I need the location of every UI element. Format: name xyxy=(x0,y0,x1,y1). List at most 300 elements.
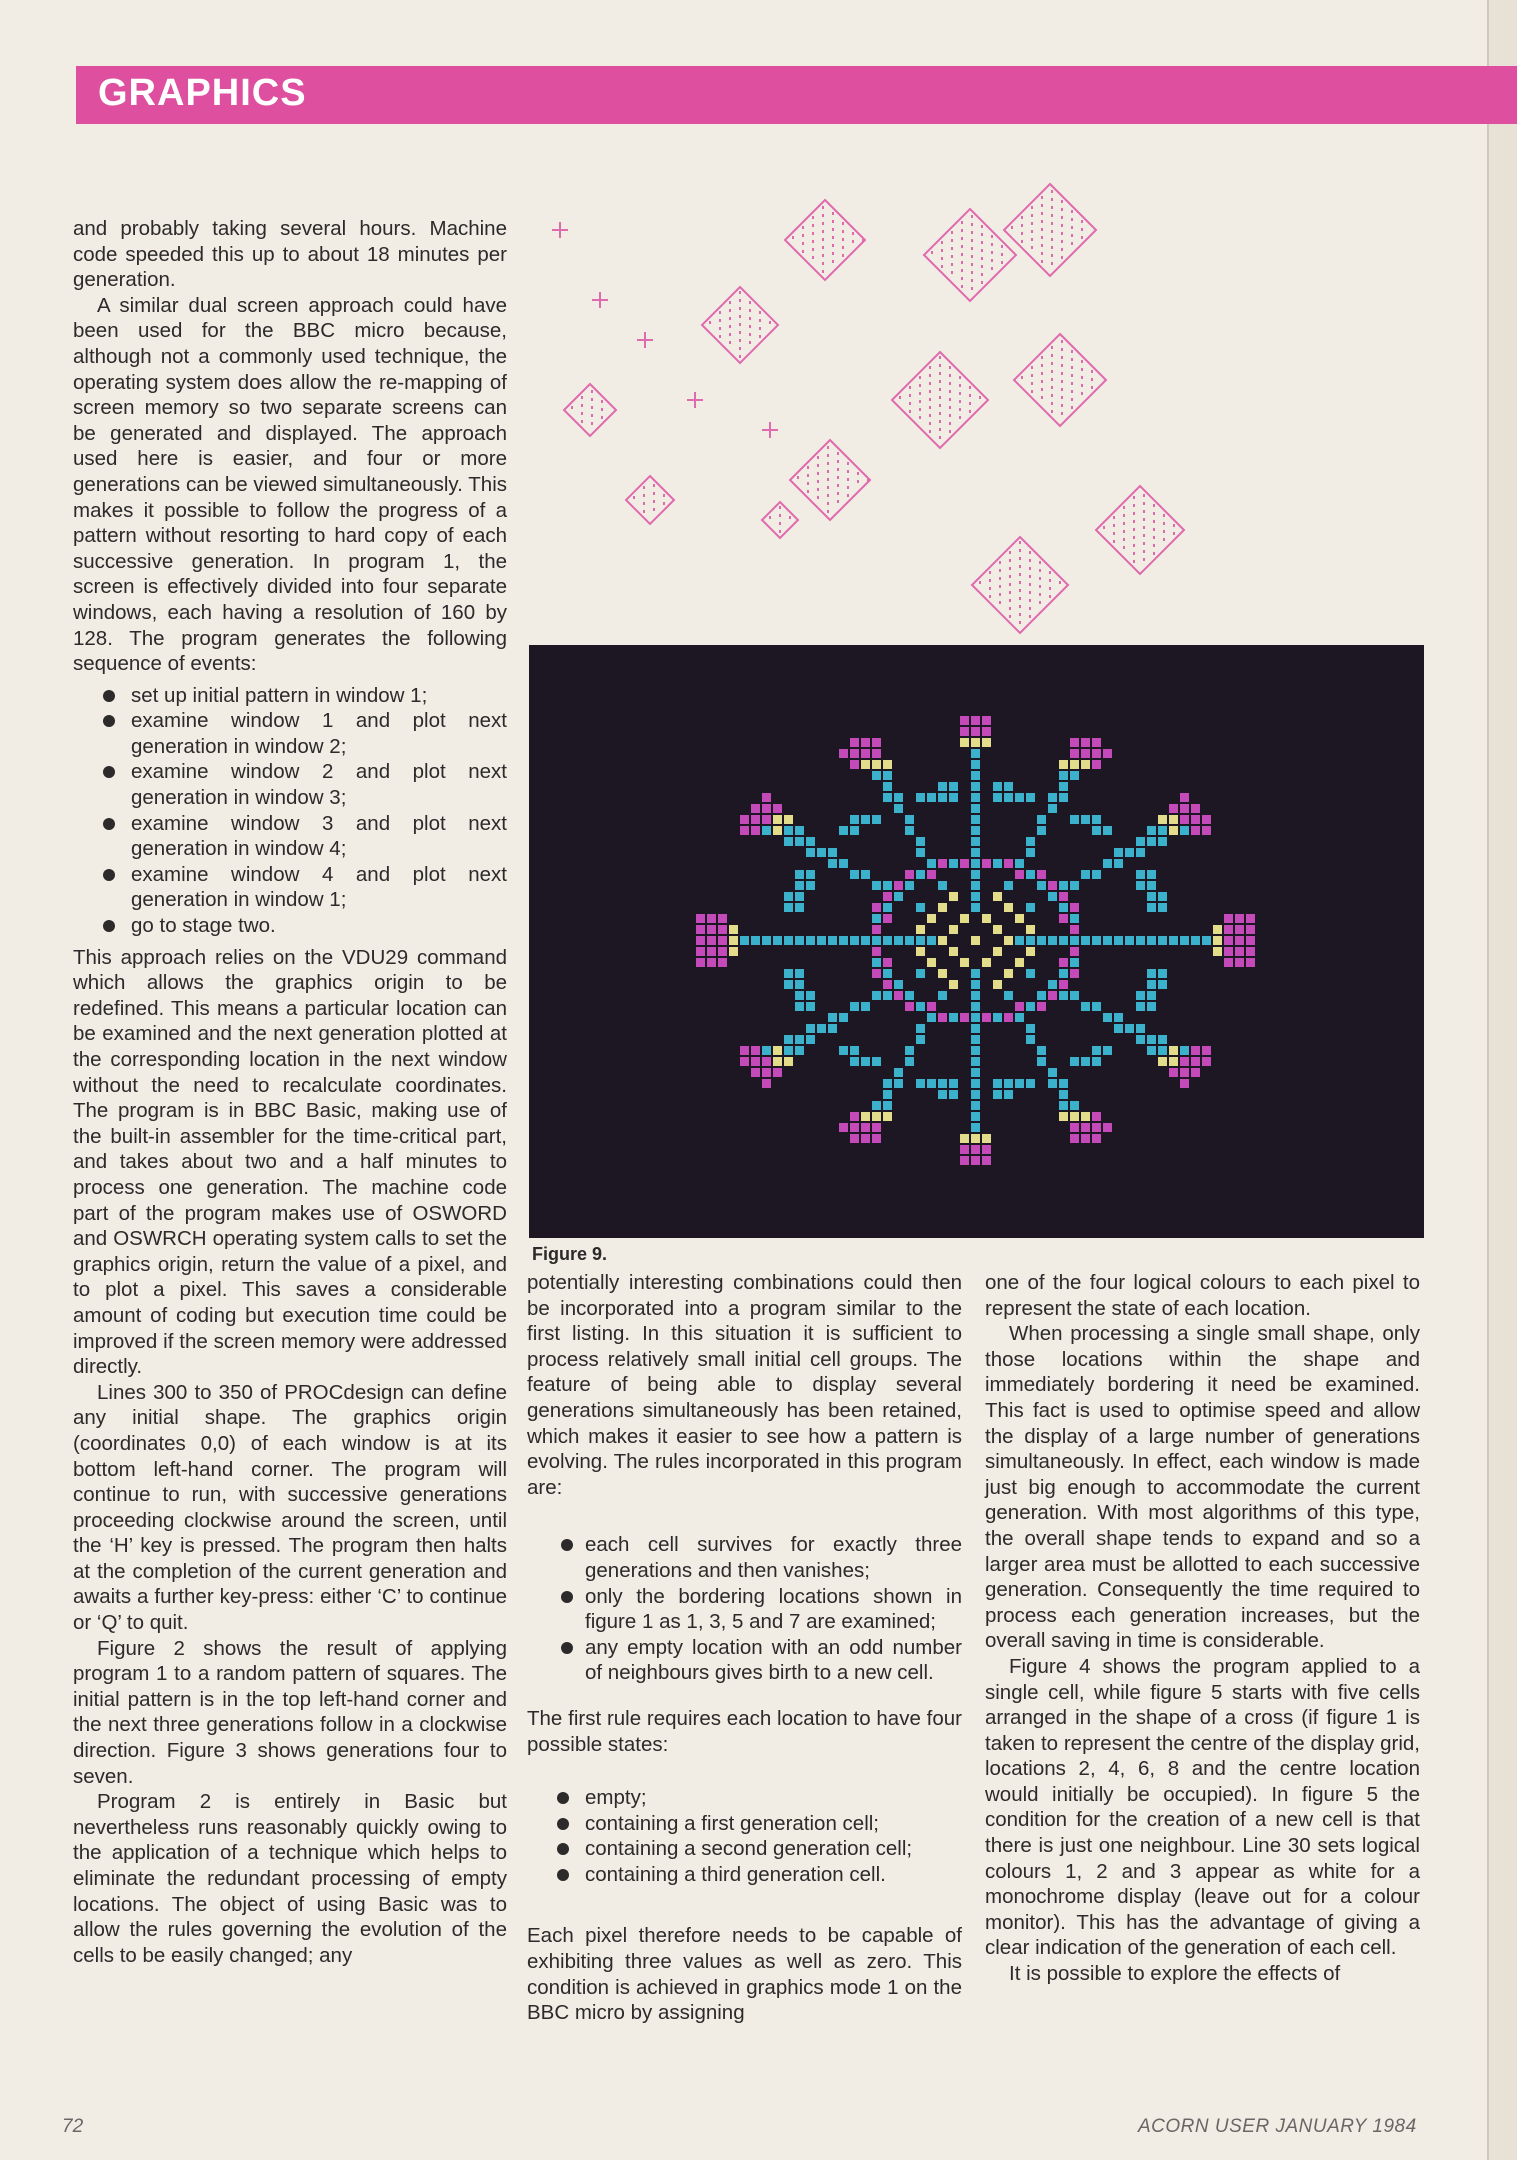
pattern-cell xyxy=(1125,936,1134,945)
pattern-cell xyxy=(1059,771,1068,780)
list-item xyxy=(73,811,507,862)
pattern-cell xyxy=(916,925,925,934)
pattern-cell xyxy=(1158,936,1167,945)
pattern-cell xyxy=(861,936,870,945)
pattern-cell xyxy=(828,859,837,868)
pattern-cell xyxy=(1070,903,1079,912)
pattern-cell xyxy=(949,1079,958,1088)
pattern-cell xyxy=(740,1046,749,1055)
pattern-cell xyxy=(1191,815,1200,824)
pattern-cell xyxy=(850,936,859,945)
pattern-cell xyxy=(1158,892,1167,901)
pattern-cell xyxy=(806,1024,815,1033)
pattern-cell xyxy=(795,903,804,912)
pattern-cell xyxy=(1081,870,1090,879)
pattern-cell xyxy=(971,1002,980,1011)
pattern-cell xyxy=(751,936,760,945)
pattern-cell xyxy=(762,1068,771,1077)
pattern-cell xyxy=(1147,980,1156,989)
pattern-cell xyxy=(905,826,914,835)
page-number: 72 xyxy=(62,2116,84,2137)
pattern-cell xyxy=(861,738,870,747)
pattern-cell xyxy=(927,1013,936,1022)
pattern-cell xyxy=(905,1057,914,1066)
pattern-cell xyxy=(1224,914,1233,923)
pattern-cell xyxy=(1202,826,1211,835)
pattern-cell xyxy=(971,903,980,912)
pattern-cell xyxy=(1147,870,1156,879)
pattern-cell xyxy=(993,925,1002,934)
pattern-cell xyxy=(740,1057,749,1066)
pattern-cell xyxy=(1202,815,1211,824)
pattern-cell xyxy=(751,1046,760,1055)
pattern-cell xyxy=(971,749,980,758)
pattern-cell xyxy=(1147,991,1156,1000)
pattern-cell xyxy=(971,1101,980,1110)
pattern-cell xyxy=(1235,914,1244,923)
bullet-icon xyxy=(557,1792,569,1804)
pattern-cell xyxy=(1180,936,1189,945)
pattern-cell xyxy=(696,925,705,934)
pattern-cell xyxy=(1026,1024,1035,1033)
pattern-cell xyxy=(872,1057,881,1066)
pattern-cell xyxy=(1081,1112,1090,1121)
pattern-cell xyxy=(971,804,980,813)
pattern-cell xyxy=(707,947,716,956)
pattern-cell xyxy=(1180,815,1189,824)
pattern-cell xyxy=(971,848,980,857)
pattern-cell xyxy=(916,903,925,912)
pattern-cell xyxy=(839,1013,848,1022)
pattern-cell xyxy=(894,936,903,945)
pattern-cell xyxy=(971,771,980,780)
pattern-cell xyxy=(883,771,892,780)
pattern-cell xyxy=(806,1002,815,1011)
pattern-cell xyxy=(872,738,881,747)
list-item-text: examine window 4 and plot next generation in window 1; xyxy=(131,862,507,912)
pattern-cell xyxy=(718,914,727,923)
pattern-cell xyxy=(861,1134,870,1143)
figure-9-image xyxy=(529,645,1424,1238)
pattern-cell xyxy=(1015,793,1024,802)
pattern-cell xyxy=(1092,936,1101,945)
pattern-cell xyxy=(1037,826,1046,835)
pattern-cell xyxy=(971,1112,980,1121)
pattern-cell xyxy=(850,749,859,758)
pattern-cell xyxy=(971,727,980,736)
pattern-cell xyxy=(883,1079,892,1088)
pattern-cell xyxy=(729,925,738,934)
pattern-cells xyxy=(762,422,778,438)
pattern-cell xyxy=(1026,925,1035,934)
pattern-cell xyxy=(1037,881,1046,890)
pattern-cell xyxy=(1004,793,1013,802)
pattern-cell xyxy=(773,815,782,824)
pattern-cell xyxy=(806,881,815,890)
pattern-cell xyxy=(1103,749,1112,758)
pattern-cell xyxy=(971,1123,980,1132)
pattern-cell xyxy=(850,1123,859,1132)
pattern-cell xyxy=(1059,1101,1068,1110)
col3-paragraph: It is possible to explore the effects of xyxy=(1009,1962,1341,1986)
pattern-cell xyxy=(1026,870,1035,879)
pattern-cell xyxy=(1081,1057,1090,1066)
pattern-cell xyxy=(740,936,749,945)
pattern-cell xyxy=(784,1035,793,1044)
pattern-cell xyxy=(1059,914,1068,923)
pattern-cell xyxy=(883,881,892,890)
pattern-cell xyxy=(1048,892,1057,901)
pattern-cell xyxy=(850,738,859,747)
col1-paragraph: Figure 2 shows the result of applying program 1 to a random pattern of squares. The initial pattern is in the top left-hand corner and the next three generations follow in a clockwise direction. Figure 3 shows generations four to seven. xyxy=(73,1636,507,1788)
pattern-cell xyxy=(1092,1057,1101,1066)
pattern-cell xyxy=(982,1145,991,1154)
pattern-cell xyxy=(883,1090,892,1099)
pattern-cell xyxy=(971,1156,980,1165)
pattern-cell xyxy=(905,881,914,890)
pattern-cell xyxy=(894,1079,903,1088)
bullet-icon xyxy=(561,1591,573,1603)
states-list xyxy=(527,1785,962,1887)
pattern-cell xyxy=(949,980,958,989)
pattern-cell xyxy=(1059,1090,1068,1099)
pattern-cell xyxy=(927,958,936,967)
pattern-cell xyxy=(1092,749,1101,758)
pattern-cell xyxy=(1004,936,1013,945)
list-item xyxy=(73,683,507,709)
pattern-cell xyxy=(1136,1035,1145,1044)
pattern-cell xyxy=(971,859,980,868)
pattern-cell xyxy=(1246,925,1255,934)
pattern-cell xyxy=(1147,837,1156,846)
pattern-cell xyxy=(927,793,936,802)
pattern-cell xyxy=(1070,914,1079,923)
pattern-cell xyxy=(993,1079,1002,1088)
pattern-cell xyxy=(1026,936,1035,945)
pattern-cell xyxy=(927,859,936,868)
pattern-cell xyxy=(1180,826,1189,835)
pattern-cell xyxy=(762,815,771,824)
pattern-cell xyxy=(894,892,903,901)
pattern-cell xyxy=(1070,771,1079,780)
pattern-cell xyxy=(1136,1002,1145,1011)
pattern-cell xyxy=(1070,881,1079,890)
pattern-cell xyxy=(1037,1002,1046,1011)
pattern-cell xyxy=(1070,1134,1079,1143)
pattern-cluster xyxy=(1096,486,1184,574)
pattern-cell xyxy=(762,936,771,945)
pattern-cell xyxy=(839,859,848,868)
pattern-cell xyxy=(1059,892,1068,901)
pattern-cell xyxy=(729,936,738,945)
pattern-cell xyxy=(1015,914,1024,923)
pattern-cell xyxy=(927,870,936,879)
pattern-cell xyxy=(751,815,760,824)
pattern-cell xyxy=(1114,936,1123,945)
pattern-cell xyxy=(784,826,793,835)
pattern-cell xyxy=(1169,815,1178,824)
pattern-cell xyxy=(982,716,991,725)
pattern-cell xyxy=(762,804,771,813)
pattern-cell xyxy=(1158,969,1167,978)
pattern-cell xyxy=(1070,1101,1079,1110)
list-item-text: any empty location with an odd number of neighbours gives birth to a new cell. xyxy=(585,1635,962,1685)
pattern-cell xyxy=(971,881,980,890)
pattern-cell xyxy=(938,782,947,791)
pattern-cell xyxy=(773,1046,782,1055)
pattern-cell xyxy=(1180,804,1189,813)
bullet-icon xyxy=(103,690,115,702)
pattern-cell xyxy=(1081,1002,1090,1011)
pattern-cell xyxy=(707,914,716,923)
pattern-cell xyxy=(1015,859,1024,868)
pattern-cell xyxy=(1026,1002,1035,1011)
pattern-cell xyxy=(960,727,969,736)
pattern-cell xyxy=(971,1024,980,1033)
pattern-cell xyxy=(883,892,892,901)
pattern-cell xyxy=(872,881,881,890)
pattern-cell xyxy=(806,837,815,846)
pattern-cell xyxy=(1235,947,1244,956)
pattern-cell xyxy=(1081,738,1090,747)
bullet-icon xyxy=(103,920,115,932)
pattern-cell xyxy=(1147,892,1156,901)
pattern-cell xyxy=(1147,881,1156,890)
pattern-cell xyxy=(806,870,815,879)
pattern-cell xyxy=(1235,936,1244,945)
pattern-cell xyxy=(894,1068,903,1077)
pattern-cell xyxy=(993,1090,1002,1099)
pattern-cell xyxy=(1092,1002,1101,1011)
pattern-cell xyxy=(872,749,881,758)
pattern-cell xyxy=(850,1057,859,1066)
pattern-cell xyxy=(784,980,793,989)
pattern-cell xyxy=(1037,991,1046,1000)
pattern-cell xyxy=(1004,881,1013,890)
pattern-cell xyxy=(1070,991,1079,1000)
pattern-cell xyxy=(927,914,936,923)
pattern-cell xyxy=(905,1002,914,1011)
pattern-cell xyxy=(1136,848,1145,857)
pattern-cell xyxy=(1070,749,1079,758)
pattern-cell xyxy=(872,969,881,978)
pattern-cell xyxy=(1070,760,1079,769)
pattern-cell xyxy=(784,903,793,912)
pattern-cell xyxy=(993,892,1002,901)
pattern-cell xyxy=(949,892,958,901)
pattern-cell xyxy=(1147,1046,1156,1055)
pattern-cell xyxy=(806,991,815,1000)
pattern-cell xyxy=(1081,936,1090,945)
list-item-text: examine window 3 and plot next generation in window 4; xyxy=(131,811,507,861)
pattern-cell xyxy=(1114,848,1123,857)
pattern-cell xyxy=(883,980,892,989)
pattern-cell xyxy=(784,837,793,846)
pattern-cell xyxy=(960,716,969,725)
pattern-cell xyxy=(1059,782,1068,791)
pattern-cell xyxy=(1070,1057,1079,1066)
pattern-cell xyxy=(1103,1123,1112,1132)
pattern-cell xyxy=(1037,870,1046,879)
pattern-cell xyxy=(960,859,969,868)
pattern-cell xyxy=(993,1013,1002,1022)
pattern-cell xyxy=(817,1024,826,1033)
list-item xyxy=(527,1862,962,1888)
pattern-cell xyxy=(982,958,991,967)
column-2 xyxy=(527,1270,962,2026)
pattern-cell xyxy=(949,925,958,934)
pattern-cell xyxy=(971,936,980,945)
steps-list xyxy=(73,683,507,939)
pattern-cell xyxy=(850,1046,859,1055)
pattern-cell xyxy=(872,914,881,923)
pattern-cell xyxy=(993,980,1002,989)
pattern-cell xyxy=(1081,1134,1090,1143)
pattern-cell xyxy=(751,1057,760,1066)
pattern-cell xyxy=(938,1013,947,1022)
pattern-cell xyxy=(905,870,914,879)
pattern-cell xyxy=(707,925,716,934)
pattern-cell xyxy=(883,914,892,923)
pattern-cell xyxy=(861,1057,870,1066)
pattern-cell xyxy=(872,1123,881,1132)
pattern-cell xyxy=(971,815,980,824)
pattern-cell xyxy=(795,1002,804,1011)
cell-pattern-decoration xyxy=(530,170,1430,640)
pattern-cell xyxy=(1147,826,1156,835)
list-item-text: only the bordering locations shown in figure 1 as 1, 3, 5 and 7 are examined; xyxy=(585,1584,962,1634)
list-item-text: each cell survives for exactly three generations and then vanishes; xyxy=(585,1533,962,1582)
pattern-cell xyxy=(971,760,980,769)
pattern-cell xyxy=(938,859,947,868)
pattern-cell xyxy=(1026,969,1035,978)
pattern-cell xyxy=(982,1013,991,1022)
pattern-cell xyxy=(971,1035,980,1044)
pattern-cell xyxy=(1158,903,1167,912)
pattern-cell xyxy=(1037,1046,1046,1055)
pattern-cell xyxy=(762,1057,771,1066)
pattern-cell xyxy=(1103,1013,1112,1022)
pattern-cell xyxy=(971,1068,980,1077)
list-item xyxy=(527,1532,962,1583)
pattern-cell xyxy=(1037,815,1046,824)
pattern-cluster xyxy=(626,476,674,524)
column-1 xyxy=(73,216,507,1968)
pattern-cell xyxy=(1246,914,1255,923)
col1-paragraph: Program 2 is entirely in Basic but nevertheless runs reasonably quickly owing to the application of a technique which helps to eliminate the redundant processing of empty locations. The object of using Basic was to allow the rules governing the evolution of the cells to be easily changed; any xyxy=(73,1790,507,1967)
pattern-cell xyxy=(1169,1068,1178,1077)
pattern-cell xyxy=(1004,969,1013,978)
pattern-cell xyxy=(1004,1090,1013,1099)
pattern-cell xyxy=(960,1156,969,1165)
pattern-cell xyxy=(1235,925,1244,934)
pattern-cell xyxy=(751,804,760,813)
pattern-cell xyxy=(1070,1112,1079,1121)
pattern-cell xyxy=(1015,936,1024,945)
pattern-cell xyxy=(740,815,749,824)
pattern-cell xyxy=(993,947,1002,956)
pattern-cell xyxy=(1081,815,1090,824)
pattern-cell xyxy=(993,859,1002,868)
pattern-cell xyxy=(751,1068,760,1077)
pattern-cell xyxy=(828,936,837,945)
pattern-cell xyxy=(1081,749,1090,758)
pattern-cell xyxy=(883,1112,892,1121)
page-edge xyxy=(1487,0,1517,2160)
list-item xyxy=(527,1836,962,1862)
pattern-cell xyxy=(949,782,958,791)
pattern-cell xyxy=(982,1156,991,1165)
pattern-cell xyxy=(905,815,914,824)
list-item-text: set up initial pattern in window 1; xyxy=(131,683,428,707)
pattern-cell xyxy=(971,980,980,989)
pattern-cell xyxy=(795,936,804,945)
pattern-cell xyxy=(894,804,903,813)
pattern-cell xyxy=(784,936,793,945)
pattern-cell xyxy=(861,870,870,879)
pattern-cell xyxy=(1059,958,1068,967)
list-item xyxy=(527,1785,962,1811)
pattern-cell xyxy=(1070,1123,1079,1132)
pattern-cell xyxy=(1070,958,1079,967)
pattern-cell xyxy=(1180,1046,1189,1055)
list-item xyxy=(73,759,507,810)
pattern-cell xyxy=(718,925,727,934)
pattern-cell xyxy=(1059,969,1068,978)
pattern-cell xyxy=(795,881,804,890)
pattern-cell xyxy=(1169,1057,1178,1066)
pattern-cell xyxy=(718,936,727,945)
pattern-cell xyxy=(1070,815,1079,824)
pattern-cell xyxy=(1125,1024,1134,1033)
pattern-cell xyxy=(927,1002,936,1011)
list-item-text: examine window 2 and plot next generation in window 3; xyxy=(131,760,507,810)
pattern-cell xyxy=(938,881,947,890)
pattern-cell xyxy=(795,826,804,835)
pattern-cell xyxy=(960,1134,969,1143)
pattern-cell xyxy=(828,1013,837,1022)
pattern-cell xyxy=(1092,826,1101,835)
pattern-cell xyxy=(1147,903,1156,912)
pattern-cell xyxy=(872,1101,881,1110)
pattern-cell xyxy=(762,793,771,802)
pattern-cell xyxy=(960,738,969,747)
pattern-cell xyxy=(1004,903,1013,912)
pattern-cell xyxy=(839,936,848,945)
bullet-icon xyxy=(557,1869,569,1881)
pattern-cell xyxy=(960,1145,969,1154)
bullet-icon xyxy=(561,1642,573,1654)
pattern-cell xyxy=(795,980,804,989)
pattern-cell xyxy=(1015,958,1024,967)
pattern-cell xyxy=(1048,1068,1057,1077)
pattern-cell xyxy=(1246,936,1255,945)
pattern-cell xyxy=(1059,881,1068,890)
pattern-cell xyxy=(1246,958,1255,967)
pattern-cell xyxy=(971,969,980,978)
pattern-cell xyxy=(916,1079,925,1088)
pattern-cell xyxy=(806,848,815,857)
list-item-text: containing a third generation cell. xyxy=(585,1862,886,1886)
pattern-cell xyxy=(773,1068,782,1077)
pattern-cell xyxy=(971,716,980,725)
pattern-cell xyxy=(938,936,947,945)
pattern-cluster xyxy=(564,384,616,436)
pattern-cell xyxy=(905,991,914,1000)
pattern-cell xyxy=(773,804,782,813)
pattern-cell xyxy=(1136,936,1145,945)
pattern-cell xyxy=(916,969,925,978)
